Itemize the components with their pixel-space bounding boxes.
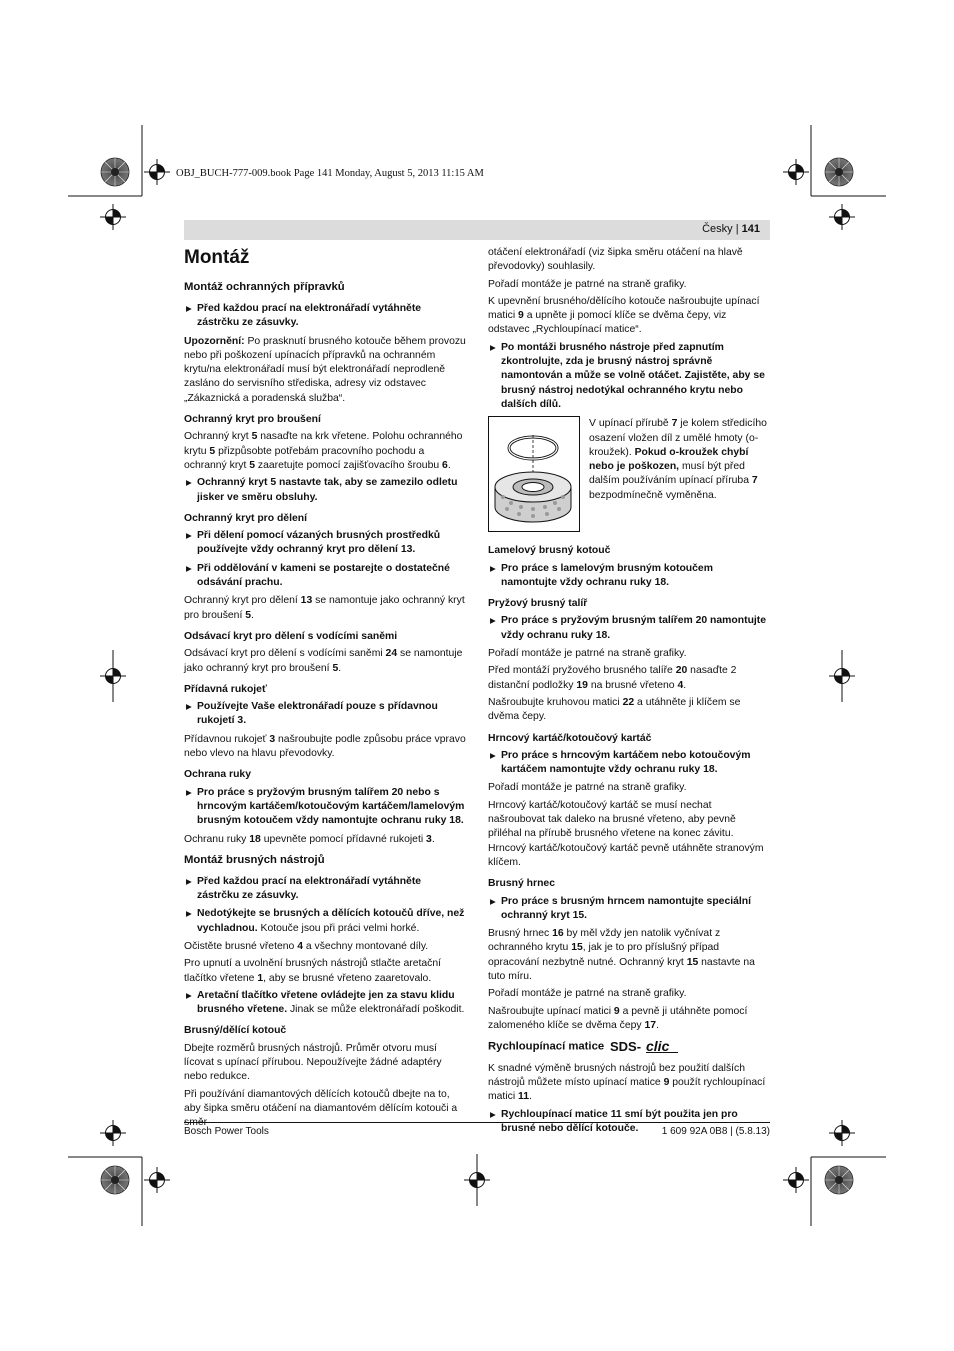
text-run: 4	[297, 940, 303, 952]
text-run: Pro práce s lamelovým brusným kotoučem namontujte vždy ochranu ruky 18.	[501, 562, 713, 588]
text-run: bezpodmínečně vyměněna.	[589, 489, 717, 501]
text-run: Pro práce s hrncovým kartáčem nebo kotoučovým kartáčem namontujte vždy ochranu ruky 18.	[501, 749, 751, 776]
text-run: 22	[622, 696, 635, 708]
text-run: Pořadí montáže je patrné na straně grafiky.	[488, 278, 687, 290]
right-column-content	[488, 246, 770, 1136]
paragraph	[184, 940, 466, 954]
subsection-heading: Ochrana ruky	[184, 769, 251, 781]
paragraph	[184, 1042, 466, 1085]
text-run: Upozornění:	[184, 335, 245, 347]
paragraph	[184, 594, 466, 623]
paragraph	[488, 1062, 770, 1105]
text-run: 5	[209, 445, 216, 457]
svg-text:SDS-: SDS-	[610, 1039, 642, 1055]
text-run: nasaďte na krk vřetene. Polohu ochranného krytu	[184, 431, 463, 457]
paragraph	[184, 833, 466, 847]
text-run: a všechny montované díly.	[302, 940, 429, 952]
section-heading: Montáž brusných nástrojů	[184, 853, 325, 866]
section-title: Montáž	[184, 247, 250, 268]
text-run: Pořadí montáže je patrné na straně grafiky.	[488, 782, 687, 794]
text-run: musí být před dalším používáním upínací příruba	[589, 461, 752, 487]
paragraph	[184, 335, 466, 406]
warning-bullet	[184, 700, 466, 729]
paragraph	[488, 799, 770, 870]
footer-docnumber: 1 609 92A 0B8 | (5.8.13)	[661, 1126, 770, 1137]
section-heading: Montáž ochranných přípravků	[184, 281, 345, 293]
text-run: Jinak se může elektronářadí poškodit.	[287, 1004, 465, 1016]
warning-bullet	[488, 895, 770, 924]
subsection-heading: Ochranný kryt pro dělení	[184, 512, 307, 524]
text-run: Před montáží pryžového brusného talíře	[488, 665, 676, 677]
right-column	[488, 246, 770, 1140]
text-run: .	[431, 833, 435, 845]
text-run: Při dělení pomocí vázaných brusných prostředků používejte vždy ochranný kryt pro dělení 13.	[197, 530, 441, 556]
text-run: Brusný hrnec	[488, 928, 553, 940]
text-run: zaaretujte pomocí zajišťovacího šroubu	[255, 459, 443, 471]
text-run: Ochranu ruky	[184, 833, 250, 845]
text-run: 24	[385, 648, 398, 660]
text-run: Ochranný kryt	[184, 431, 252, 443]
paragraph	[488, 664, 770, 693]
text-run: Při oddělování v kameni se postarejte o dostatečné odsávání prachu.	[197, 562, 450, 589]
header-language: Česky	[702, 223, 733, 235]
text-run: Při používání diamantových dělících kotoučů dbejte na to, aby šipka směru otáčení na diamantovém dělícím kotouči a směr	[184, 1088, 458, 1129]
text-run: .	[251, 609, 254, 621]
paragraph	[488, 1005, 770, 1034]
text-run: Pořadí montáže je patrné na straně grafiky.	[488, 648, 687, 660]
text-run: 3	[269, 733, 276, 745]
text-run: a upněte ji pomocí klíče se dvěma čepy, viz odstavec „Rychloupínací matice“.	[488, 310, 727, 336]
section-heading	[488, 1039, 770, 1054]
text-run: 19	[576, 679, 588, 691]
figure-frame	[488, 416, 580, 532]
paragraph	[488, 647, 770, 661]
subsection-heading: Odsávací kryt pro dělení s vodícími saněmi	[184, 630, 398, 642]
subsection-heading: Hrncový kartáč/kotoučový kartáč	[488, 732, 652, 744]
text-run: 6	[442, 459, 448, 471]
text-run: Pokud o-kroužek chybí nebo je poškozen,	[589, 446, 749, 473]
text-run: se namontuje jako ochranný kryt pro broušení	[184, 648, 463, 674]
text-run: Po montáži brusného nástroje před zapnutím zkontrolujte, zda je brusný nástroj správně namontován a může se volně otáčet. Zajistěte, aby se brusný nástroj nedotýkal ochranného krytu nebo dalších dílů.	[501, 341, 765, 410]
text-run: 5	[251, 431, 258, 443]
text-run: 9	[663, 1076, 670, 1088]
text-run: Ochranný kryt 5 nastavte tak, aby se zamezilo odletu jisker ve směru obsluhy.	[197, 477, 458, 503]
text-run: Našroubujte upínací matici	[488, 1005, 614, 1017]
paragraph	[488, 987, 770, 1001]
text-run: V upínací přírubě	[589, 418, 672, 430]
warning-bullet	[488, 614, 770, 643]
text-run: se namontuje jako ochranný kryt pro broušení	[184, 595, 465, 621]
text-run: 4	[677, 679, 684, 691]
text-run: a utáhněte ji klíčem se dvěma čepy.	[488, 696, 741, 723]
warning-bullet	[184, 529, 466, 558]
paragraph	[488, 696, 770, 725]
subsection-heading: Ochranný kryt pro broušení	[184, 414, 321, 426]
footer-rule	[184, 1122, 770, 1123]
warning-bullet	[184, 786, 466, 829]
text-run: Před každou prací na elektronářadí vytáhněte zástrčku ze zásuvky.	[197, 875, 422, 902]
warning-bullet	[184, 562, 466, 591]
figure-caption	[589, 416, 770, 532]
text-run: 1	[257, 972, 264, 984]
text-run: Pro práce s pryžovým brusným talířem 20 namontujte vždy ochranu ruky 18.	[501, 615, 767, 641]
text-run: Kotouče jsou při práci velmi horké.	[257, 922, 420, 934]
header-text	[702, 223, 760, 235]
flange-oring-illustration	[489, 417, 579, 531]
warning-bullet	[184, 907, 466, 936]
text-run: Pro práce s brusným hrncem namontujte speciální ochranný kryt 15.	[501, 895, 752, 921]
text-run: 15	[571, 942, 583, 954]
text-run: .	[656, 1019, 659, 1031]
footer-brand: Bosch Power Tools	[184, 1126, 269, 1137]
section-heading-text: Rychloupínací matice	[488, 1040, 605, 1053]
text-run: Pořadí montáže je patrné na straně grafiky.	[488, 988, 687, 1000]
text-run: Před každou prací na elektronářadí vytáhněte zástrčku ze zásuvky.	[197, 303, 422, 329]
text-run: Rychloupínací matice 11 smí být použita jen pro brusné nebo dělící kotouče.	[501, 1108, 738, 1134]
text-run: 17	[644, 1019, 657, 1031]
left-column-content	[184, 280, 466, 1131]
text-run: , aby se brusné vřeteno zaaretovalo.	[263, 972, 432, 984]
warning-bullet	[184, 476, 466, 505]
figure-block	[488, 416, 770, 532]
paragraph	[488, 295, 770, 338]
text-run: 11	[518, 1091, 530, 1103]
paragraph	[184, 430, 466, 473]
text-run: 7	[671, 418, 678, 430]
text-run: 5	[249, 459, 256, 471]
warning-bullet	[184, 302, 466, 331]
text-run: K snadné výměně brusných nástrojů bez použití dalších nástrojů můžete místo upínací matice	[488, 1062, 746, 1088]
paragraph	[488, 781, 770, 795]
paragraph	[184, 1088, 466, 1131]
paragraph	[488, 246, 770, 275]
text-run: 5	[332, 662, 339, 674]
left-column	[184, 246, 466, 1134]
text-run: Aretační tlačítko vřetene ovládejte jen za stavu klidu brusného vřetene.	[197, 989, 455, 1016]
text-run: Dbejte rozměrů brusných nástrojů. Průměr otvoru musí lícovat s upínací přírubou. Nepoužívejte žádné adaptéry nebo redukce.	[184, 1042, 442, 1083]
text-run: 7	[751, 475, 758, 487]
subsection-heading: Přídavná rukojeť	[184, 683, 267, 695]
text-run: 3	[426, 833, 432, 845]
subsection-heading: Pryžový brusný talíř	[488, 598, 588, 610]
text-run: 18	[249, 833, 261, 845]
text-run: Očistěte brusné vřeteno	[184, 940, 298, 952]
paragraph	[488, 278, 770, 292]
text-run: otáčení elektronářadí (viz šipka směru otáčení na hlavě převodovky) souhlasily.	[488, 247, 743, 273]
subsection-heading: Lamelový brusný kotouč	[488, 545, 611, 557]
text-run: a pevně ji utáhněte pomocí zalomeného klíče se dvěma čepy	[488, 1005, 748, 1031]
text-run: Pro práce s pryžovým brusným talířem 20 nebo s hrncovým kartáčem/kotoučovým kartáčem/lamelovým brusným kotoučem vždy namontujte ochranu ruky 18.	[197, 786, 465, 827]
print-info-line: OBJ_BUCH-777-009.book Page 141 Monday, August 5, 2013 11:15 AM	[176, 168, 484, 179]
text-run: je kolem středicího osazení vložen díl z umělé hmoty (o-kroužek).	[589, 418, 767, 458]
text-run: našroubujte podle způsobu práce vpravo nebo vlevo na hlavu převodovky.	[184, 733, 466, 760]
warning-bullet	[488, 562, 770, 591]
text-run: .	[529, 1091, 532, 1103]
text-run: 5	[245, 609, 252, 621]
text-run: Ochranný kryt pro dělení	[184, 595, 301, 607]
warning-bullet	[488, 341, 770, 412]
warning-bullet	[184, 989, 466, 1018]
text-run: Pro upnutí a uvolnění brusných nástrojů stlačte aretační tlačítko vřetene	[184, 958, 442, 984]
text-run: přizpůsobte potřebám pracovního pochodu a ochranný kryt	[184, 445, 425, 471]
text-run: Nedotýkejte se brusných a dělících kotoučů dříve, než vychladnou.	[197, 908, 465, 934]
subsection-heading: Brusný hrnec	[488, 878, 555, 890]
paragraph	[184, 647, 466, 676]
warning-bullet	[184, 875, 466, 904]
sds-clic-logo	[610, 1039, 682, 1054]
text-run: 15	[686, 956, 699, 968]
text-run: 13	[300, 595, 313, 607]
text-run: nastavte na tuto míru.	[488, 956, 755, 982]
text-run: .	[338, 662, 342, 674]
header-page-number: 141	[741, 223, 760, 235]
page-header	[184, 220, 770, 240]
text-run: Hrncový kartáč/kotoučový kartáč se musí nechat našroubovat tak daleko na brusné vřeteno, aby pevně přiléhal na přírubě brusného vřetene na konec závitu. Hrncový kartáč/kotoučový kartáč pevně utáhněte stranovým klíčem.	[488, 799, 764, 868]
text-run: .	[447, 459, 451, 471]
text-run: Našroubujte kruhovou matici	[488, 696, 623, 708]
text-run: .	[683, 679, 687, 691]
header-separator: |	[735, 223, 739, 235]
text-run: 9	[518, 310, 524, 322]
warning-bullet	[488, 749, 770, 778]
paragraph	[184, 957, 466, 986]
text-run: Odsávací kryt pro dělení s vodícími saněmi	[184, 648, 386, 660]
text-run: 20	[675, 665, 688, 677]
text-run: 9	[613, 1005, 620, 1017]
paragraph	[184, 733, 466, 762]
text-run: K upevnění brusného/dělícího kotouče našroubujte upínací matici	[488, 295, 760, 322]
paragraph	[488, 927, 770, 984]
text-run: použít rychloupínací matici	[488, 1076, 766, 1103]
text-run: Po prasknutí brusného kotouče během provozu nebo při poškození upínacích přípravků na ochranném krytu/na elektronářadí musí být elektronářadí neprodleně zasláno do servisního střediska, adresy viz odstavec „Zákaznická a poradenská služba“.	[184, 335, 466, 404]
svg-text:clic: clic	[646, 1039, 670, 1055]
text-run: , jak je to pro příslušný případ opracování nezbytně nutné. Ochranný kryt	[488, 942, 720, 968]
text-run: upevněte pomocí přídavné rukojeti	[260, 833, 427, 845]
text-run: 16	[552, 928, 564, 940]
text-run: Přídavnou rukojeť	[184, 733, 270, 745]
subsection-heading: Brusný/dělící kotouč	[184, 1025, 287, 1037]
text-run: by měl vždy jen natolik vyčnívat z ochranného krytu	[488, 928, 721, 954]
text-run: Používejte Vaše elektronářadí pouze s přídavnou rukojetí 3.	[197, 701, 438, 727]
text-run: nasaďte 2 distanční podložky	[488, 665, 737, 691]
text-run: na brusné vřeteno	[587, 679, 678, 691]
